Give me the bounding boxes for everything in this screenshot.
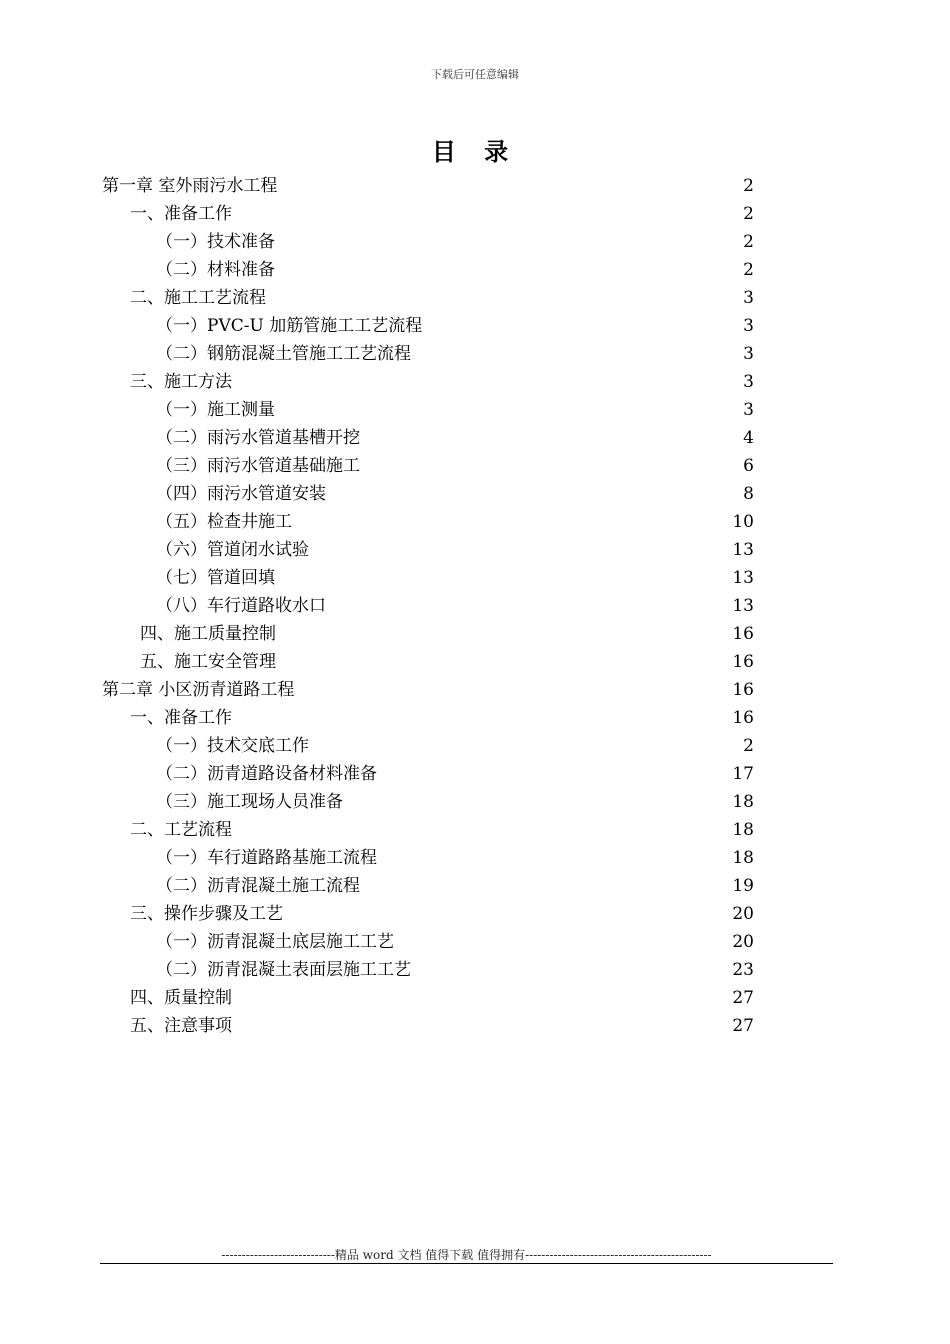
toc-entry[interactable] [102,900,754,928]
toc-entry[interactable] [102,760,754,788]
toc-entry-label: 三、操作步骤及工艺 [130,904,283,924]
toc-entry-label: （二）钢筋混凝土管施工工艺流程 [156,344,411,364]
toc-entry-label: 第二章 小区沥青道路工程 [102,680,295,700]
toc-entry[interactable] [102,592,754,620]
toc-entry-page-number: 10 [732,512,754,532]
toc-entry[interactable] [102,284,754,312]
toc-entry-page-number: 18 [732,792,754,812]
toc-entry-page-number: 17 [732,764,754,784]
toc-entry[interactable] [102,396,754,424]
toc-entry-label: （一）技术交底工作 [156,736,309,756]
toc-entry-page-number: 13 [732,568,754,588]
toc-entry[interactable] [102,788,754,816]
toc-entry-page-number: 19 [732,876,754,896]
toc-entry[interactable] [102,452,754,480]
toc-entry-label: （一）沥青混凝土底层施工工艺 [156,932,394,952]
toc-entry[interactable] [102,424,754,452]
toc-entry-label: （七）管道回填 [156,568,275,588]
toc-entry[interactable] [102,816,754,844]
toc-entry-label: 一、准备工作 [130,204,232,224]
toc-entry[interactable] [102,620,754,648]
toc-entry-page-number: 3 [743,344,754,364]
toc-entry-label: （三）雨污水管道基础施工 [156,456,360,476]
toc-entry[interactable] [102,564,754,592]
toc-entry-page-number: 18 [732,848,754,868]
toc-entry-page-number: 13 [732,596,754,616]
toc-entry[interactable] [102,200,754,228]
toc-entry-page-number: 23 [732,960,754,980]
toc-entry-label: 三、施工方法 [130,372,232,392]
toc-entry-label: （六）管道闭水试验 [156,540,309,560]
toc-entry[interactable] [102,648,754,676]
toc-entry-label: （二）沥青混凝土表面层施工工艺 [156,960,411,980]
toc-entry[interactable] [102,172,754,200]
toc-entry-page-number: 13 [732,540,754,560]
toc-entry[interactable] [102,732,754,760]
toc-entry-label: （一）PVC-U 加筋管施工工艺流程 [156,316,423,336]
toc-entry-page-number: 16 [732,708,754,728]
page-footer-note: ----------------------------精品 word 文档 值得下载 值得拥有---------------------------------------------- [221,1248,712,1262]
toc-entry-page-number: 3 [743,372,754,392]
toc-entry-page-number: 2 [743,176,754,196]
toc-entry-label: 二、工艺流程 [130,820,232,840]
toc-entry-label: （一）施工测量 [156,400,275,420]
toc-entry-page-number: 3 [743,316,754,336]
toc-entry-label: 五、注意事项 [130,1016,232,1036]
toc-entry-page-number: 2 [743,736,754,756]
toc-entry[interactable] [102,872,754,900]
toc-entry[interactable] [102,256,754,284]
toc-entry[interactable] [102,956,754,984]
toc-entry-label: （八）车行道路收水口 [156,596,326,616]
toc-entry[interactable] [102,844,754,872]
toc-entry-page-number: 2 [743,260,754,280]
toc-entry-label: （二）雨污水管道基槽开挖 [156,428,360,448]
page-header-note: 下载后可任意编辑 [431,68,519,81]
toc-entry[interactable] [102,536,754,564]
toc-entry-label: （二）沥青混凝土施工流程 [156,876,360,896]
footer-divider [100,1263,833,1264]
toc-entry-page-number: 2 [743,232,754,252]
toc-entry-label: 第一章 室外雨污水工程 [102,176,278,196]
toc-entry-page-number: 3 [743,400,754,420]
toc-entry[interactable] [102,704,754,732]
toc-entry-page-number: 16 [732,624,754,644]
toc-entry-page-number: 3 [743,288,754,308]
toc-entry-label: 二、施工工艺流程 [130,288,266,308]
table-of-contents [102,172,754,1040]
toc-entry-page-number: 16 [732,680,754,700]
toc-entry[interactable] [102,228,754,256]
toc-entry-page-number: 8 [743,484,754,504]
toc-entry-label: （二）沥青道路设备材料准备 [156,764,377,784]
toc-entry-label: （三）施工现场人员准备 [156,792,343,812]
toc-entry-label: 四、质量控制 [130,988,232,1008]
toc-entry[interactable] [102,480,754,508]
toc-entry-page-number: 18 [732,820,754,840]
toc-entry-label: 四、施工质量控制 [140,624,276,644]
toc-entry[interactable] [102,508,754,536]
toc-entry-label: 五、施工安全管理 [140,652,276,672]
toc-entry-page-number: 4 [743,428,754,448]
toc-entry[interactable] [102,312,754,340]
toc-entry-label: （二）材料准备 [156,260,275,280]
toc-entry-page-number: 27 [732,988,754,1008]
toc-entry-label: 一、准备工作 [130,708,232,728]
toc-entry-page-number: 20 [732,904,754,924]
toc-entry[interactable] [102,984,754,1012]
toc-entry-label: （五）检查井施工 [156,512,292,532]
toc-entry-page-number: 2 [743,204,754,224]
toc-entry-label: （一）车行道路路基施工流程 [156,848,377,868]
toc-entry[interactable] [102,928,754,956]
toc-entry-page-number: 27 [732,1016,754,1036]
toc-entry[interactable] [102,676,754,704]
toc-entry-page-number: 20 [732,932,754,952]
toc-entry[interactable] [102,1012,754,1040]
toc-entry[interactable] [102,368,754,396]
toc-entry-page-number: 6 [743,456,754,476]
toc-entry-page-number: 16 [732,652,754,672]
toc-entry-label: （四）雨污水管道安装 [156,484,326,504]
toc-entry[interactable] [102,340,754,368]
toc-entry-label: （一）技术准备 [156,232,275,252]
toc-title: 目 录 [431,137,519,166]
